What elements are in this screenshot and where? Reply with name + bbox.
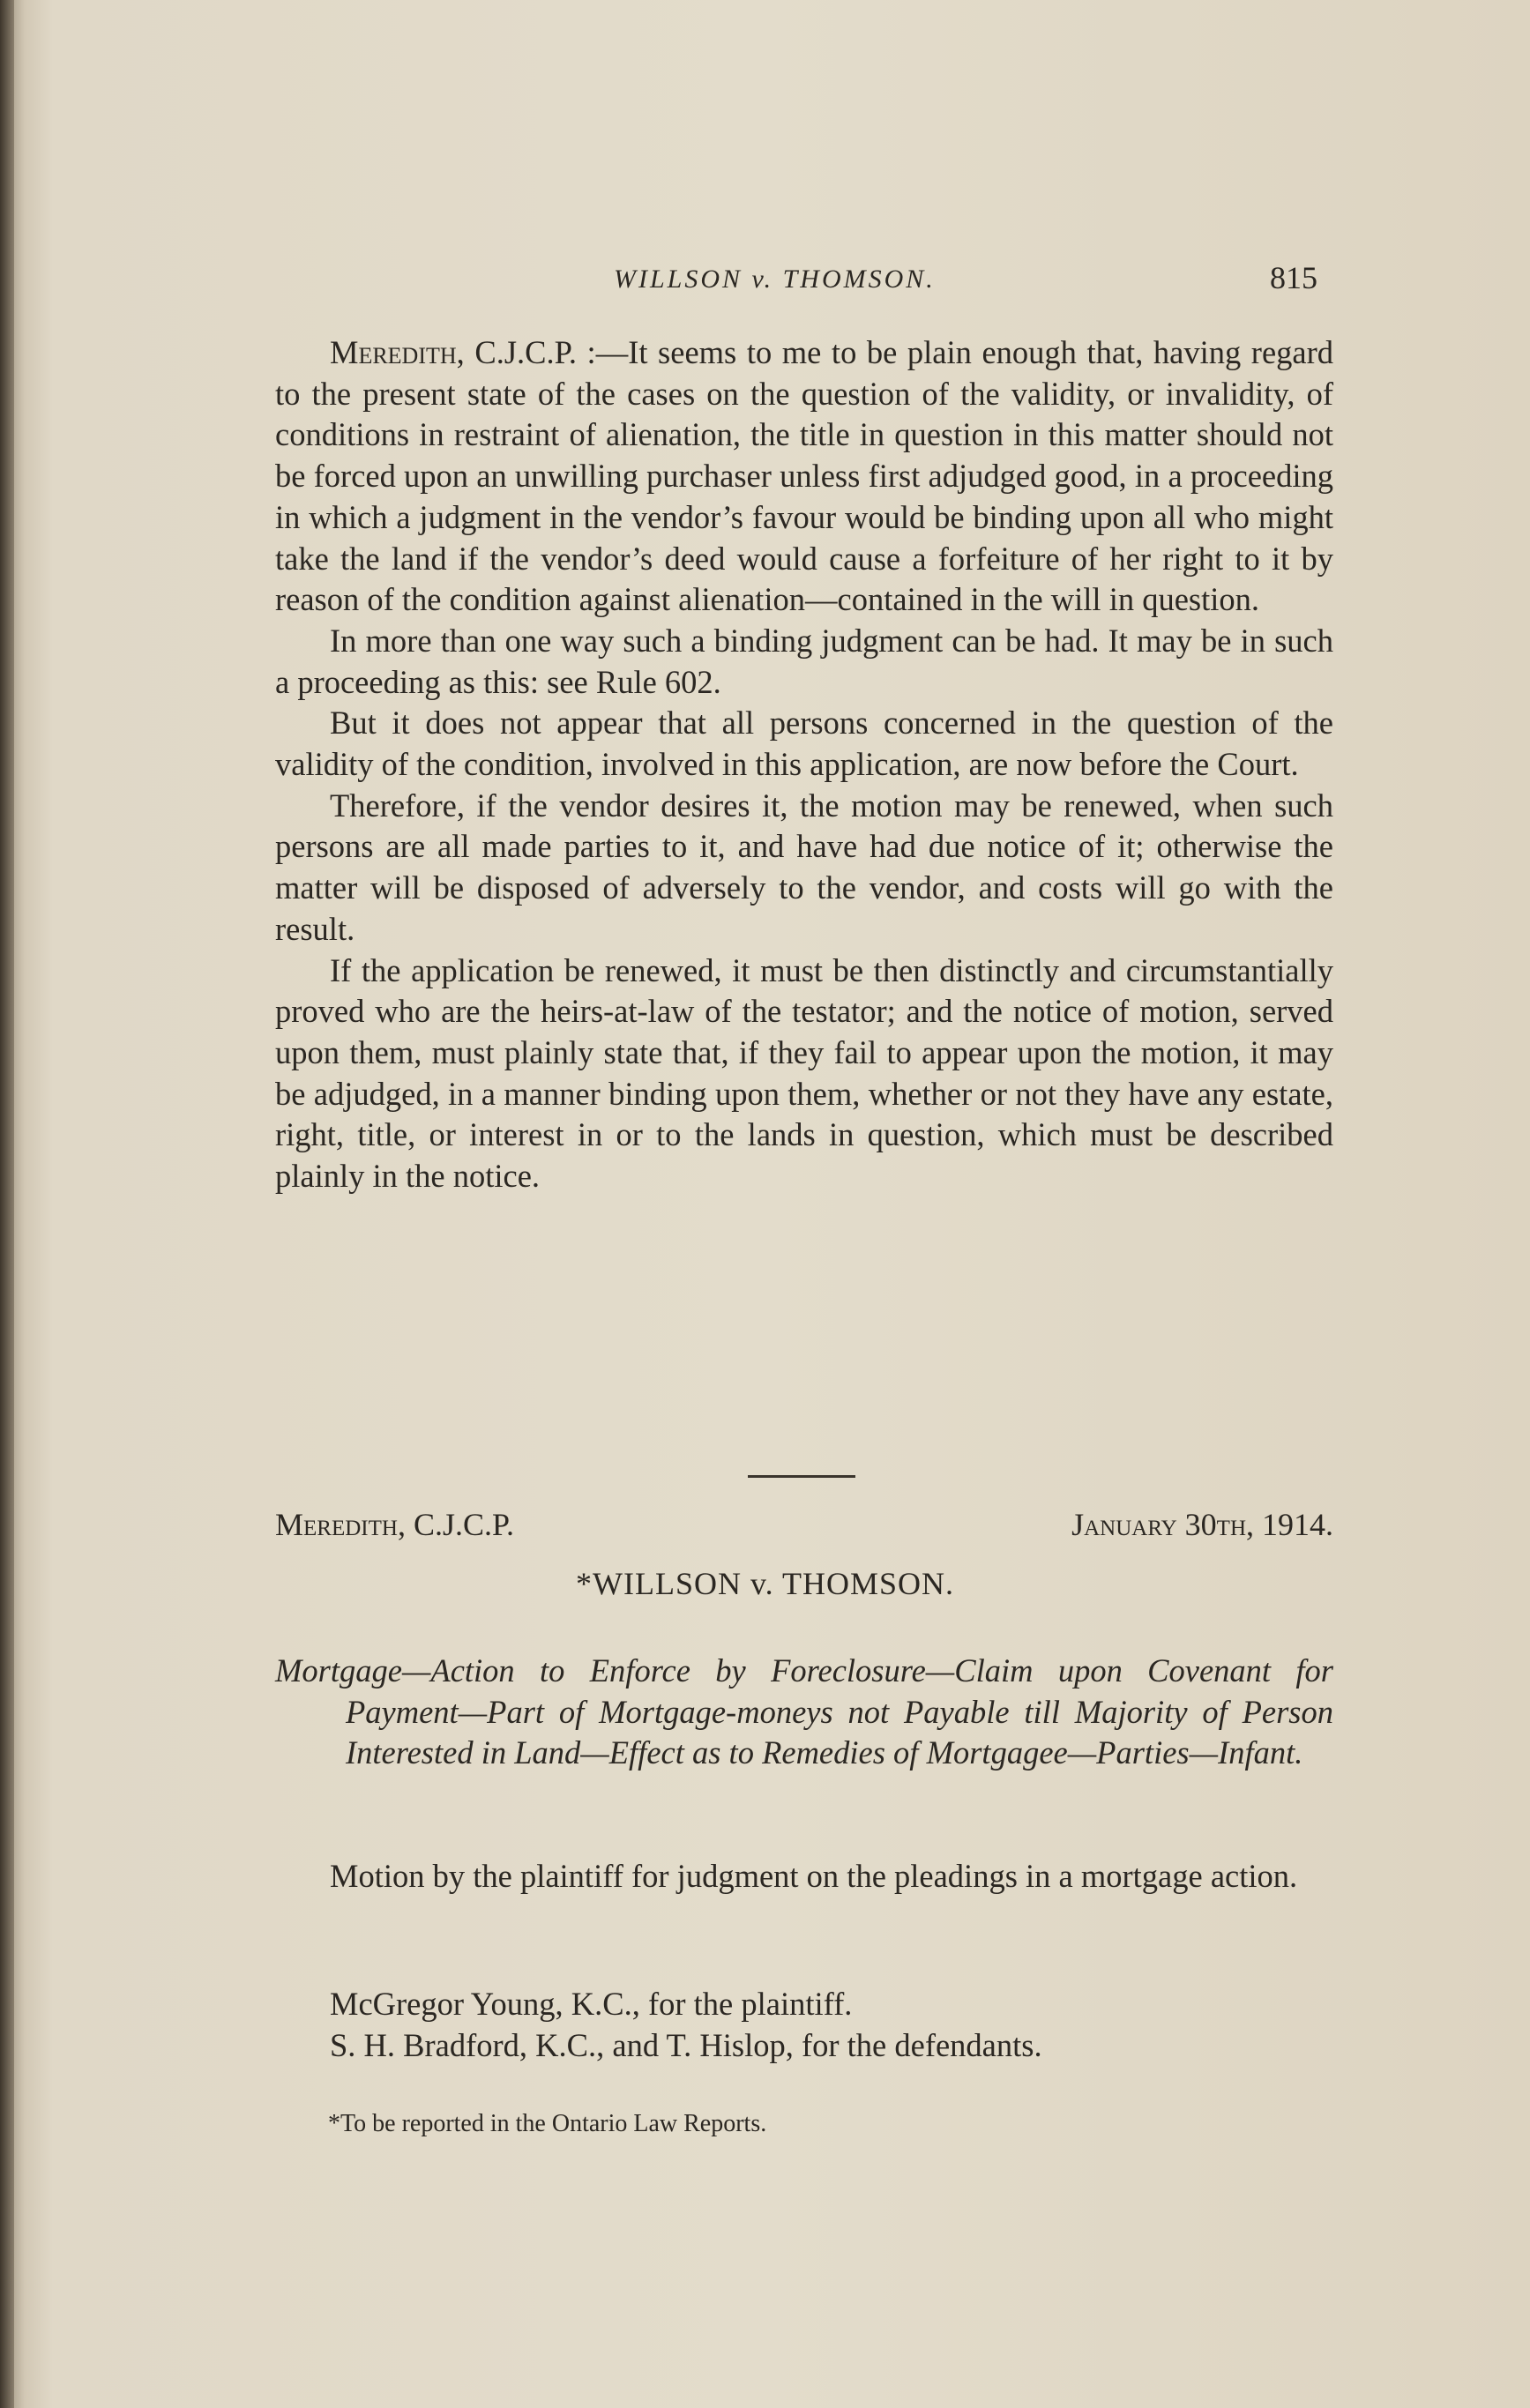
case-judge-date-line <box>275 1506 1333 1548</box>
counsel-defendants: S. H. Bradford, K.C., and T. Hislop, for the defendants. <box>330 2026 1042 2063</box>
case-date <box>1071 1506 1333 1543</box>
opinion-paragraph-5: If the application be renewed, it must be then distinctly and circumstantially proved who are the heirs-at-law of the testator; and the notice of motion, served upon them, must plainly state that, if they fail to appear upon the motion, it may be adjudged, in a manner binding upon them, whether or not they have any estate, right, title, or interest in or to the lands in question, which must be described plainly in the notice. <box>275 951 1333 1195</box>
motion-paragraph: Motion by the plaintiff for judgment on the pleadings in a mortgage action. <box>330 1858 1298 1894</box>
counsel-list <box>275 1984 1333 2066</box>
case-judge-suffix: , C.J.C.P. <box>397 1507 515 1542</box>
book-spine-shadow <box>0 0 14 2408</box>
page-number: 815 <box>1270 260 1317 295</box>
case-headnote: Mortgage—Action to Enforce by Foreclosure—Claim upon Covenant for Payment—Part of Mortgage-moneys not Payable till Majority of Person Interested in Land—Effect as to Remedies of Mortgagee—Parties—Infant. <box>275 1652 1333 1771</box>
footnote: *To be reported in the Ontario Law Reports. <box>328 2110 767 2137</box>
case-date-day: 30 <box>1176 1507 1217 1542</box>
case-judge-name: Meredith <box>275 1507 398 1542</box>
case-judge <box>275 1506 514 1543</box>
counsel-plaintiff: McGregor Young, K.C., for the plaintiff. <box>330 1986 853 2022</box>
case-title: *WILLSON v. THOMSON. <box>576 1566 954 1601</box>
judgment-opinion <box>275 332 1333 1197</box>
section-divider <box>748 1475 855 1478</box>
opinion-paragraph-1 <box>275 332 1333 621</box>
case-date-year: , 1914. <box>1246 1507 1333 1542</box>
case-date-month: January <box>1071 1507 1177 1542</box>
opinion-paragraph-2: In more than one way such a binding judgment can be had. It may be in such a proceeding as this: see Rule 602. <box>275 622 1333 700</box>
motion-statement <box>275 1856 1333 1897</box>
opinion-paragraph-3: But it does not appear that all persons concerned in the question of the validity of the condition, involved in this application, are now before the Court. <box>275 705 1333 783</box>
judge-name: Meredith <box>330 334 457 370</box>
page-header <box>0 260 1530 303</box>
opinion-paragraph-4: Therefore, if the vendor desires it, the motion may be renewed, when such persons are all made parties to it, and have had due notice of it; otherwise the matter will be disposed of adversely to the vendor, and costs will go with the result. <box>275 787 1333 947</box>
running-head: WILLSON v. THOMSON. <box>614 265 936 294</box>
case-date-ordinal: th <box>1216 1507 1246 1542</box>
opinion-paragraph-1-text: , C.J.C.P. :—It seems to me to be plain enough that, having regard to the present state of the cases on the question of the validity, or invalidity, of conditions in restraint of alienation, the title in question in this matter should not be forced upon an unwilling purchaser unless first adjudged good, in a proceeding in which a judgment in the vendor’s favour would be binding upon all who might take the land if the vendor’s deed would cause a forfeiture of her right to it by reason of the condition against alienation—contained in the will in question. <box>275 334 1333 618</box>
